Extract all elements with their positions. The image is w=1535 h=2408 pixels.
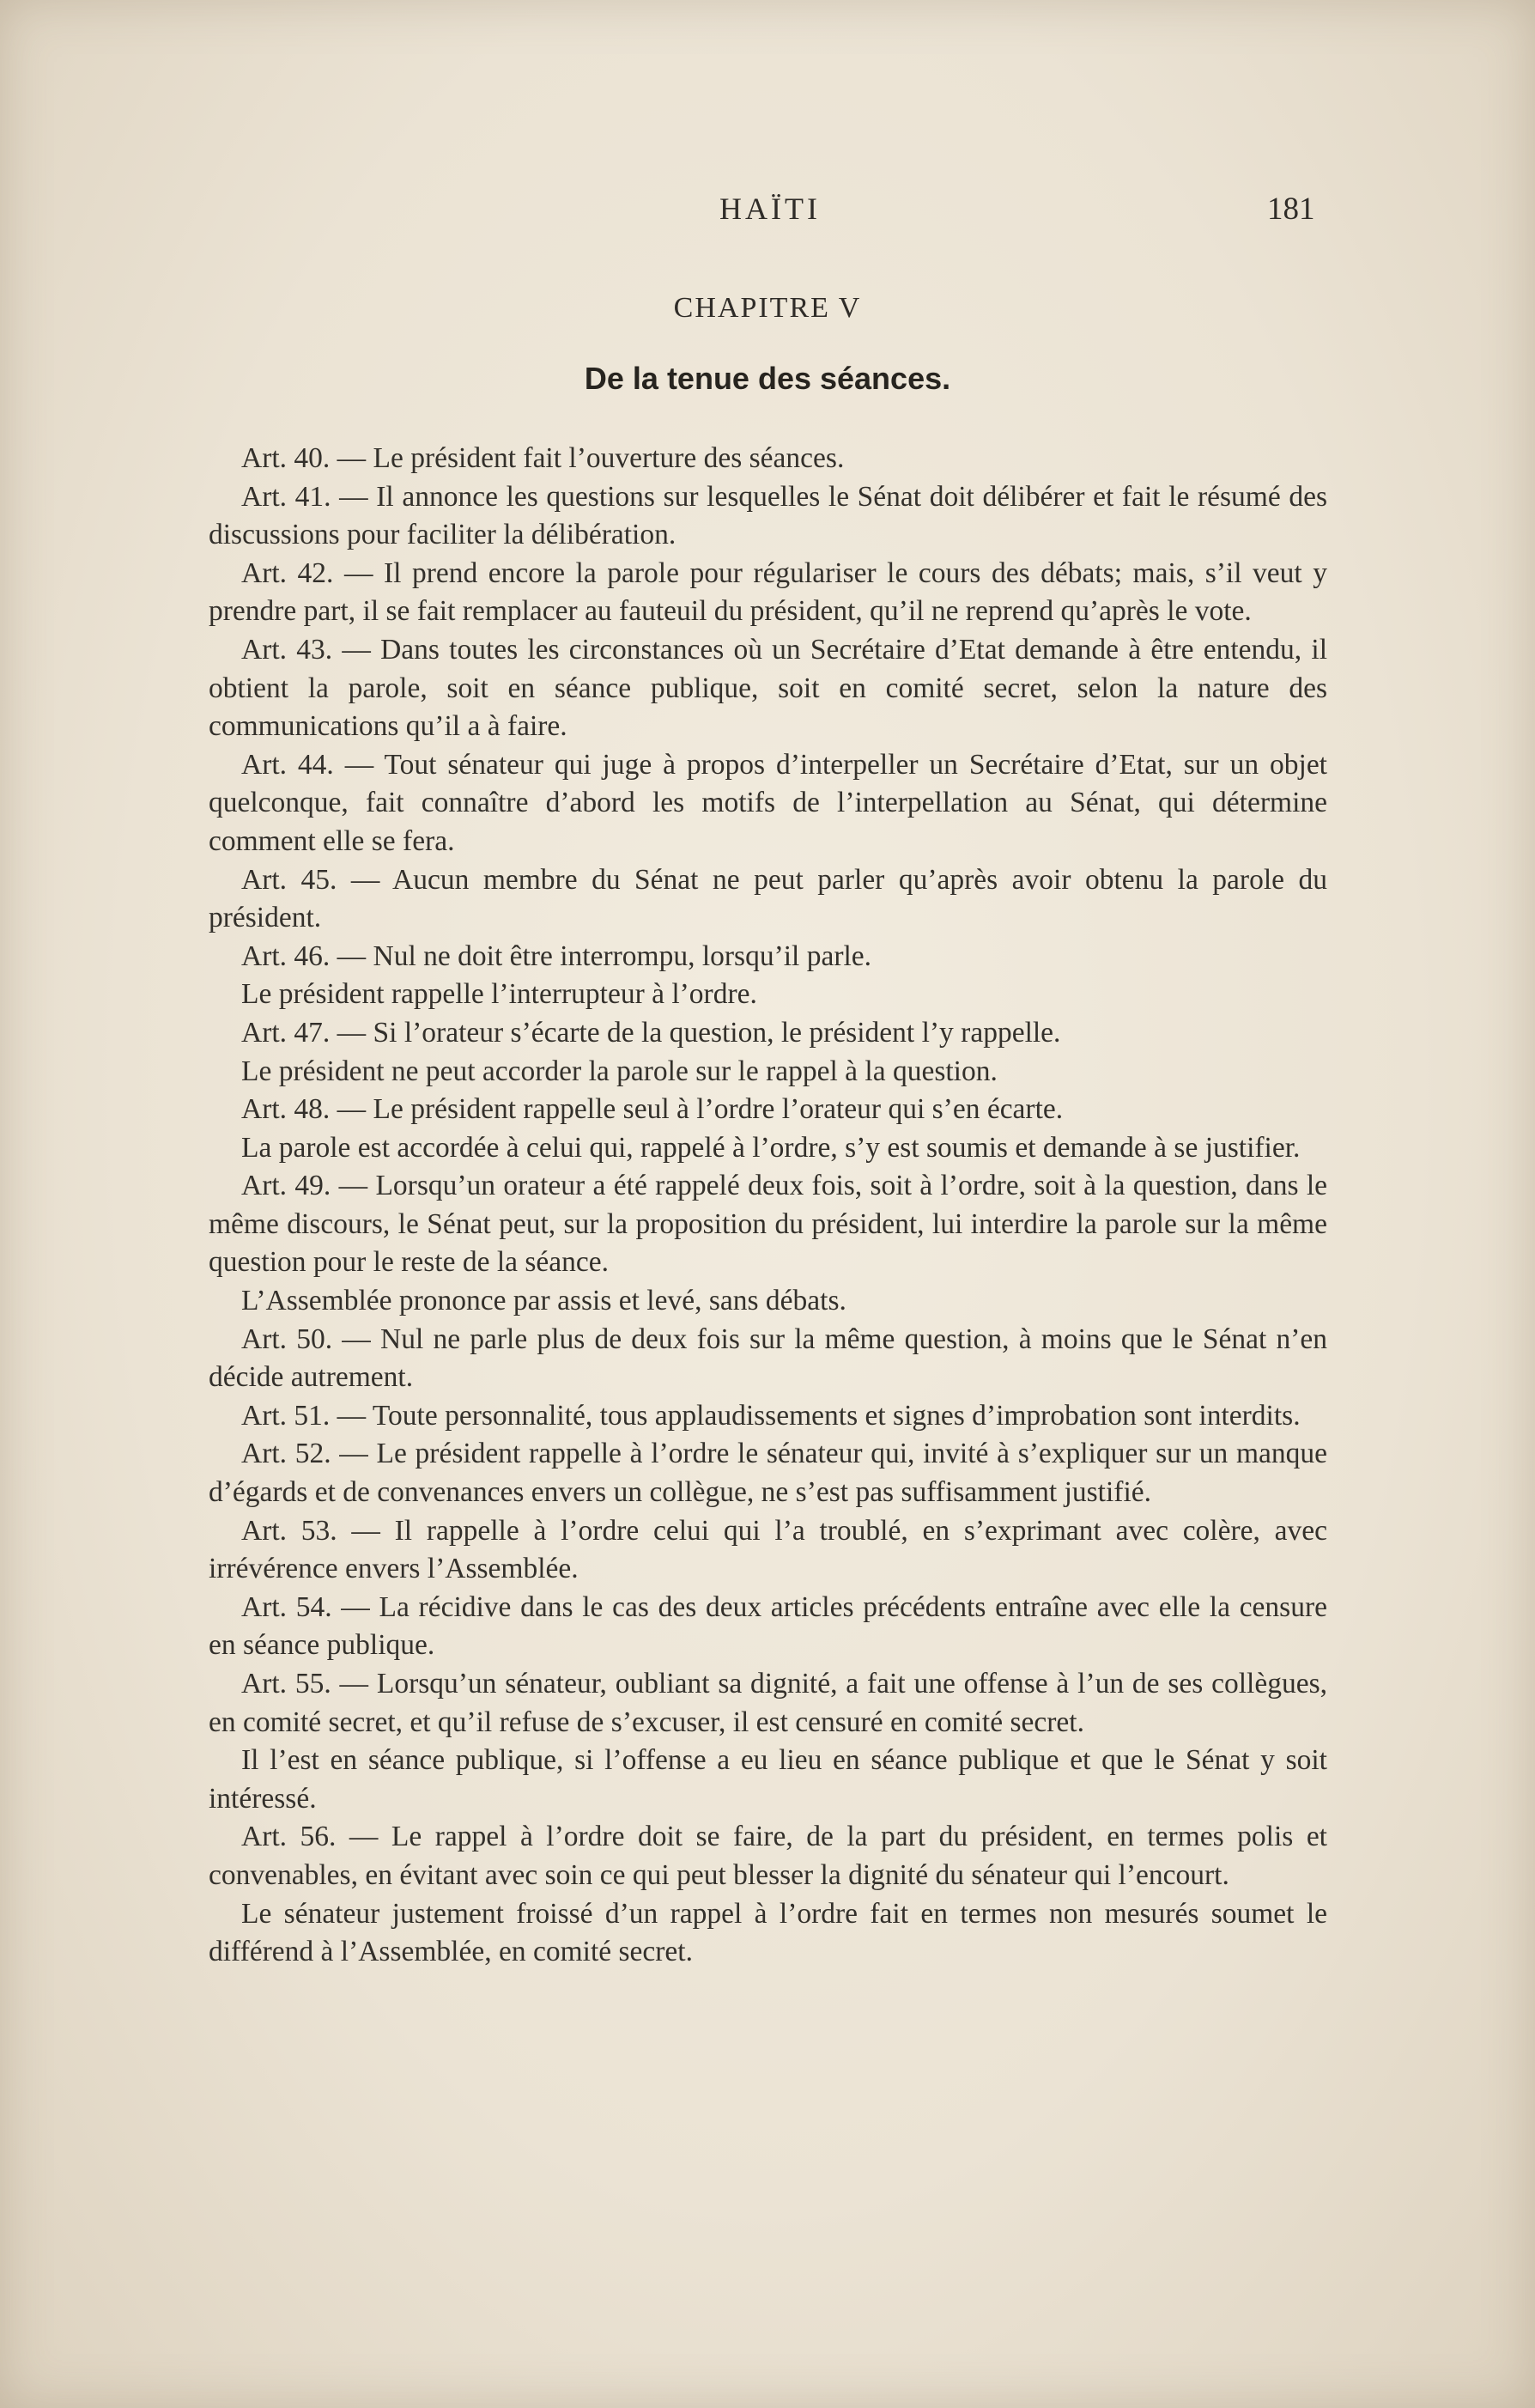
paragraph-art-45: Art. 45. — Aucun membre du Sénat ne peut parler qu’après avoir obtenu la parole du président. bbox=[209, 863, 1327, 934]
paragraph-art-53: Art. 53. — Il rappelle à l’ordre celui qui l’a troublé, en s’exprimant avec colère, avec irrévérence envers l’Assemblée. bbox=[209, 1514, 1327, 1585]
paragraph-art-50: Art. 50. — Nul ne parle plus de deux fois sur la même question, à moins que le Sénat n’en décide autrement. bbox=[209, 1323, 1327, 1394]
paragraph-art-47-cont: Le président ne peut accorder la parole sur le rappel à la question. bbox=[241, 1055, 998, 1087]
paragraph-art-51: Art. 51. — Toute personnalité, tous applaudissements et signes d’improbation sont interdits. bbox=[241, 1399, 1301, 1432]
paragraph-art-47: Art. 47. — Si l’orateur s’écarte de la question, le président l’y rappelle. bbox=[241, 1016, 1061, 1049]
paragraph-art-54: Art. 54. — La récidive dans le cas des deux articles précédents entraîne avec elle la censure en séance publique. bbox=[209, 1590, 1327, 1662]
paragraph-art-55: Art. 55. — Lorsqu’un sénateur, oubliant sa dignité, a fait une offense à l’un de ses collègues, en comité secret, et qu’il refuse de s’excuser, il est censuré en comité secret. bbox=[209, 1668, 1327, 1738]
page-number: 181 bbox=[1267, 192, 1315, 227]
paragraph-art-44: Art. 44. — Tout sénateur qui juge à propos d’interpeller un Secrétaire d’Etat, sur un objet quelconque, fait connaître d’abord les motifs de l’interpellation au Sénat, qui détermine comment elle se fera. bbox=[209, 748, 1327, 857]
paragraph-art-49-cont: L’Assemblée prononce par assis et levé, sans débats. bbox=[241, 1285, 846, 1317]
paragraph-art-40: Art. 40. — Le président fait l’ouverture des séances. bbox=[241, 442, 845, 474]
paragraph-art-49: Art. 49. — Lorsqu’un orateur a été rappelé deux fois, soit à l’ordre, soit à la question, dans le même discours, le Sénat peut, sur la proposition du président, lui interdire la parole sur la même question pour le reste de la séance. bbox=[209, 1170, 1327, 1279]
paragraph-art-56-cont: Le sénateur justement froissé d’un rappel à l’ordre fait en termes non mesurés soumet le différend à l’Assemblée, en comité secret. bbox=[209, 1897, 1327, 1968]
paragraph-art-56: Art. 56. — Le rappel à l’ordre doit se faire, de la part du président, en termes polis et convenables, en évitant avec soin ce qui peut blesser la dignité du sénateur qui l’encourt. bbox=[209, 1821, 1327, 1891]
running-header bbox=[0, 191, 1535, 234]
paragraph-art-41: Art. 41. — Il annonce les questions sur lesquelles le Sénat doit délibérer et fait le résumé des discussions pour faciliter la délibération. bbox=[209, 480, 1327, 551]
body-text bbox=[209, 440, 1327, 1972]
paragraph-art-48-cont: La parole est accordée à celui qui, rappelé à l’ordre, s’y est soumis et demande à se justifier. bbox=[241, 1131, 1301, 1164]
paragraph-art-52: Art. 52. — Le président rappelle à l’ordre le sénateur qui, invité à s’expliquer sur un manque d’égards et de convenances envers un collègue, ne s’est pas suffisamment justifié. bbox=[209, 1438, 1327, 1509]
section-title: De la tenue des séances. bbox=[584, 361, 951, 396]
chapter-label: CHAPITRE V bbox=[673, 292, 862, 324]
paragraph-art-42: Art. 42. — Il prend encore la parole pour régulariser le cours des débats; mais, s’il veut y prendre part, il se fait remplacer au fauteuil du président, qu’il ne reprend qu’après le vote. bbox=[209, 556, 1327, 628]
paragraph-art-46: Art. 46. — Nul ne doit être interrompu, lorsqu’il parle. bbox=[241, 939, 872, 972]
paragraph-art-46-cont: Le président rappelle l’interrupteur à l’ordre. bbox=[241, 978, 757, 1011]
paragraph-art-48: Art. 48. — Le président rappelle seul à l’ordre l’orateur qui s’en écarte. bbox=[241, 1093, 1064, 1126]
running-title: HAÏTI bbox=[719, 192, 821, 226]
paragraph-art-43: Art. 43. — Dans toutes les circonstances où un Secrétaire d’Etat demande à être entendu, il obtient la parole, soit en séance publique, soit en comité secret, selon la nature des communications qu’il a à faire. bbox=[209, 633, 1327, 743]
paragraph-art-55-cont: Il l’est en séance publique, si l’offense a eu lieu en séance publique et que le Sénat y soit intéressé. bbox=[209, 1744, 1327, 1815]
